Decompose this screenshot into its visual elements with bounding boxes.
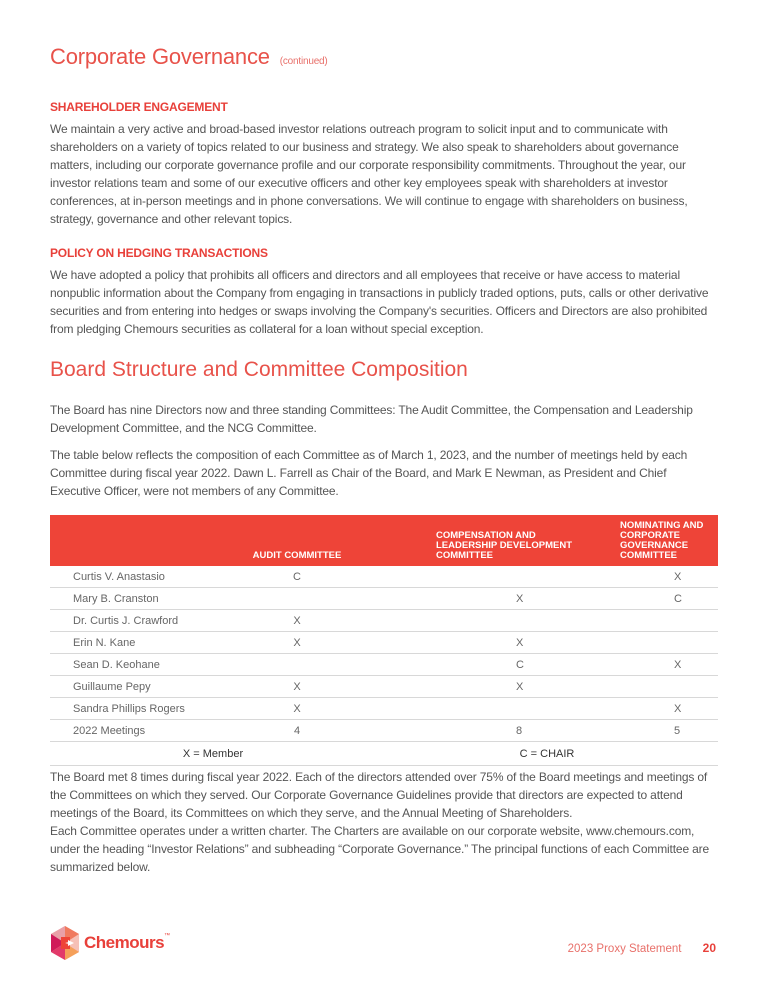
- ncg-cell: [590, 676, 718, 698]
- table-row: [50, 610, 718, 632]
- brand-name: [84, 933, 170, 953]
- page-title-text: Corporate Governance: [50, 44, 270, 69]
- board-structure-heading: Board Structure and Committee Composition: [50, 358, 468, 381]
- ncg-cell: X: [590, 698, 718, 720]
- compensation-cell: [376, 610, 590, 632]
- ncg-cell: X: [590, 566, 718, 588]
- audit-cell: C: [218, 566, 376, 588]
- table-row: [50, 720, 718, 742]
- ncg-cell: X: [590, 654, 718, 676]
- table-legend-row: [50, 742, 718, 766]
- legend-chair: C = CHAIR: [376, 742, 718, 766]
- chemours-logo-icon: [50, 926, 80, 960]
- page-title-suffix: (continued): [279, 56, 328, 67]
- director-name: Curtis V. Anastasio: [50, 566, 218, 588]
- shareholder-engagement-body: We maintain a very active and broad-based investor relations outreach program to solicit input and to communicate with shareholders on a variety of topics related to our business and strategy. We also speak to shareholders about governance matters, including our corporate governance profile and our corporate responsibility commitments. Throughout the year, our investor relations team and some of our executive officers and other key employees speak with shareholders at investor conferences, at in-person meetings and in phone conversations. We will continue to engage with shareholders on business, strategy, governance and other relevant topics.: [50, 122, 688, 226]
- audit-cell: [218, 588, 376, 610]
- ncg-cell: [590, 632, 718, 654]
- ncg-cell: [590, 610, 718, 632]
- legend-member: X = Member: [50, 742, 376, 766]
- table-row: [50, 632, 718, 654]
- table-row: [50, 566, 718, 588]
- committee-charters-para: Each Committee operates under a written charter. The Charters are available on our corporate website, www.chemours.com, under the heading “Investor Relations” and subheading “Corporate Governance.” The principal functions of each Committee are summarized below.: [50, 824, 710, 874]
- compensation-cell: X: [376, 676, 590, 698]
- header-compensation-committee: COMPENSATION AND LEADERSHIP DEVELOPMENT COMMITTEE: [376, 515, 590, 566]
- hedging-policy-heading: POLICY ON HEDGING TRANSACTIONS: [50, 246, 268, 260]
- director-name: Guillaume Pepy: [50, 676, 218, 698]
- page-footer: [568, 941, 716, 955]
- table-row: [50, 588, 718, 610]
- director-name: Dr. Curtis J. Crawford: [50, 610, 218, 632]
- header-blank: [50, 515, 218, 566]
- page-number: 20: [702, 941, 716, 955]
- ncg-cell: 5: [590, 720, 718, 742]
- audit-cell: X: [218, 610, 376, 632]
- compensation-cell: C: [376, 654, 590, 676]
- audit-cell: 4: [218, 720, 376, 742]
- compensation-cell: [376, 566, 590, 588]
- header-ncg-committee: NOMINATING AND CORPORATE GOVERNANCE COMMITTEE: [590, 515, 718, 566]
- audit-cell: [218, 654, 376, 676]
- director-name: Sandra Phillips Rogers: [50, 698, 218, 720]
- trademark: ™: [164, 933, 170, 939]
- director-name: Erin N. Kane: [50, 632, 218, 654]
- table-row: [50, 654, 718, 676]
- page-title: [50, 44, 328, 70]
- shareholder-engagement-heading: SHAREHOLDER ENGAGEMENT: [50, 100, 228, 114]
- chemours-logo: [50, 926, 170, 960]
- board-structure-para-1: The Board has nine Directors now and three standing Committees: The Audit Committee, the Compensation and Leadership Development Committee, and the NCG Committee.: [50, 403, 693, 435]
- committee-composition-table: [50, 515, 718, 766]
- compensation-cell: X: [376, 632, 590, 654]
- brand-text: Chemours: [84, 933, 165, 952]
- board-meetings-para: The Board met 8 times during fiscal year 2022. Each of the directors attended over 75% of the Board meetings and meetings of the Committees on which they served. Our Corporate Governance Guidelines provide that directors are expected to attend meetings of the Board, its Committees on which they serve, and the Annual Meeting of Shareholders.: [50, 770, 708, 820]
- audit-cell: X: [218, 632, 376, 654]
- director-name: Mary B. Cranston: [50, 588, 218, 610]
- compensation-cell: [376, 698, 590, 720]
- header-audit-committee: AUDIT COMMITTEE: [218, 515, 376, 566]
- audit-cell: X: [218, 676, 376, 698]
- director-name: 2022 Meetings: [50, 720, 218, 742]
- ncg-cell: C: [590, 588, 718, 610]
- table-row: [50, 698, 718, 720]
- table-header-row: [50, 515, 718, 566]
- director-name: Sean D. Keohane: [50, 654, 218, 676]
- compensation-cell: X: [376, 588, 590, 610]
- audit-cell: X: [218, 698, 376, 720]
- document-title: 2023 Proxy Statement: [567, 943, 682, 955]
- compensation-cell: 8: [376, 720, 590, 742]
- table-row: [50, 676, 718, 698]
- hedging-policy-body: We have adopted a policy that prohibits all officers and directors and all employees that receive or have access to material nonpublic information about the Company from engaging in transactions in publicly traded options, puts, calls or other derivative securities and from entering into hedges or swaps involving the Company's securities. Officers and Directors are also prohibited from pledging Chemours securities as collateral for a loan without special exception.: [50, 268, 709, 336]
- board-structure-para-2: The table below reflects the composition of each Committee as of March 1, 2023, and the number of meetings held by each Committee during fiscal year 2022. Dawn L. Farrell as Chair of the Board, and Mark E Newman, as President and Chief Executive Officer, were not members of any Committee.: [50, 448, 688, 498]
